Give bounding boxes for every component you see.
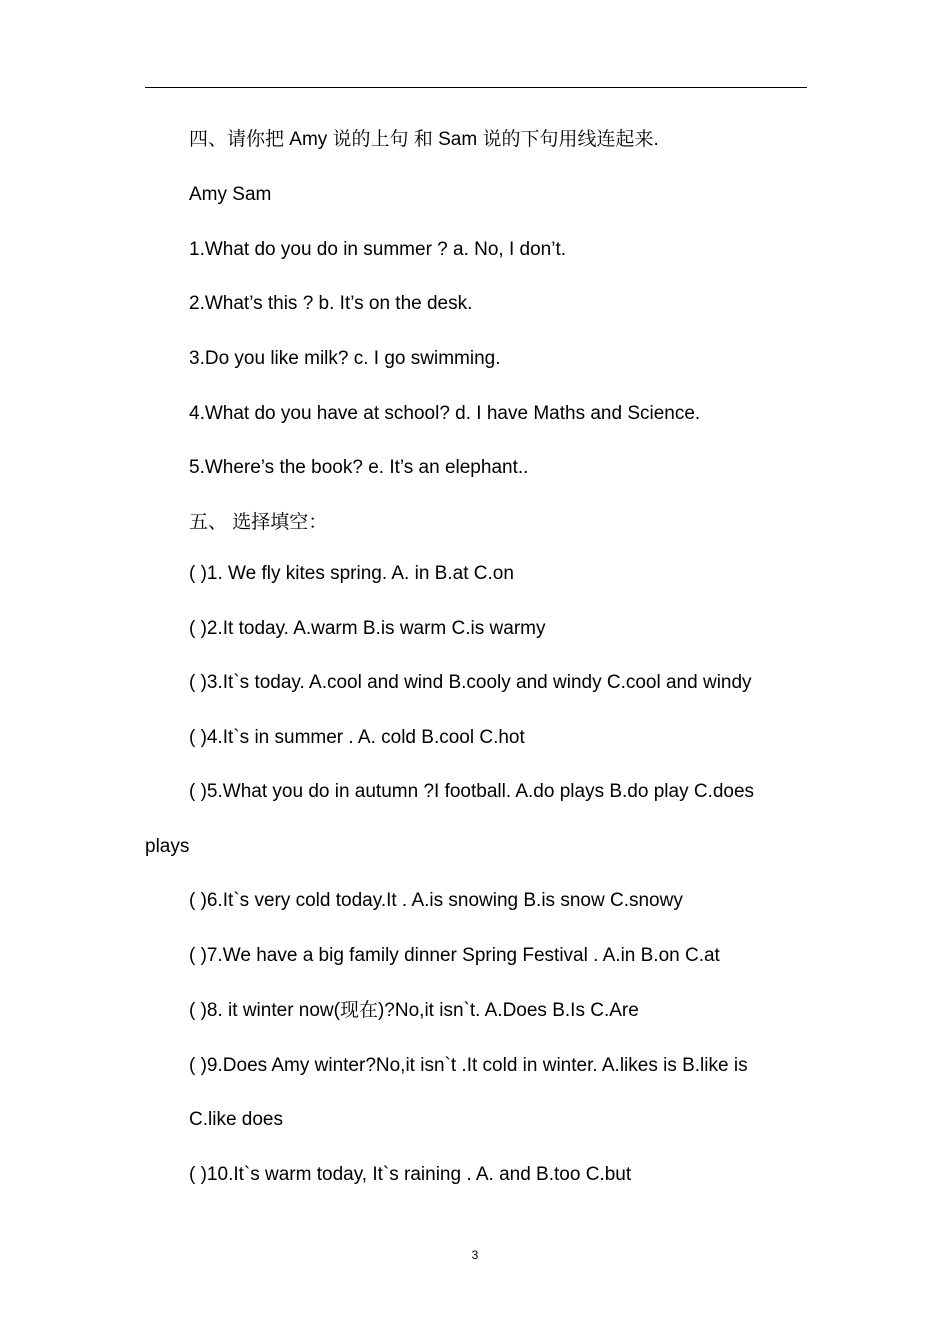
header-rule <box>145 87 807 88</box>
section-4-columns: Amy Sam <box>189 184 272 205</box>
question-5-line-2: plays <box>145 836 190 857</box>
question-10: ( )10.It`s warm today, It`s raining . A. and B.too C.but <box>189 1164 632 1185</box>
question-5-line-1: ( )5.What you do in autumn ?I football. A.do plays B.do play C.does <box>189 781 755 802</box>
question-8: ( )8. it winter now(现在)?No,it isn`t. A.Does B.Is C.Are <box>189 1000 639 1021</box>
match-item-2: 2.What’s this ? b. It’s on the desk. <box>189 293 473 314</box>
match-item-1: 1.What do you do in summer ? a. No, I don’t. <box>189 239 567 260</box>
question-4: ( )4.It`s in summer . A. cold B.cool C.hot <box>189 727 525 748</box>
question-7: ( )7.We have a big family dinner Spring Festival . A.in B.on C.at <box>189 945 720 966</box>
question-9-line-2: C.like does <box>189 1109 283 1130</box>
match-item-3: 3.Do you like milk? c. I go swimming. <box>189 348 501 369</box>
question-9-line-1: ( )9.Does Amy winter?No,it isn`t .It cold in winter. A.likes is B.like is <box>189 1055 748 1076</box>
question-6: ( )6.It`s very cold today.It . A.is snowing B.is snow C.snowy <box>189 890 683 911</box>
question-2: ( )2.It today. A.warm B.is warm C.is warmy <box>189 618 546 639</box>
page-number: 3 <box>471 1248 479 1262</box>
match-item-4: 4.What do you have at school? d. I have Maths and Science. <box>189 403 701 424</box>
section-5-heading: 五、 选择填空： <box>189 512 328 533</box>
question-3: ( )3.It`s today. A.cool and wind B.cooly and windy C.cool and windy <box>189 672 752 693</box>
match-item-5: 5.Where’s the book? e. It’s an elephant.. <box>189 457 529 478</box>
section-4-heading: 四、请你把 Amy 说的上句 和 Sam 说的下句用线连起来. <box>189 129 659 150</box>
question-1: ( )1. We fly kites spring. A. in B.at C.on <box>189 563 514 584</box>
